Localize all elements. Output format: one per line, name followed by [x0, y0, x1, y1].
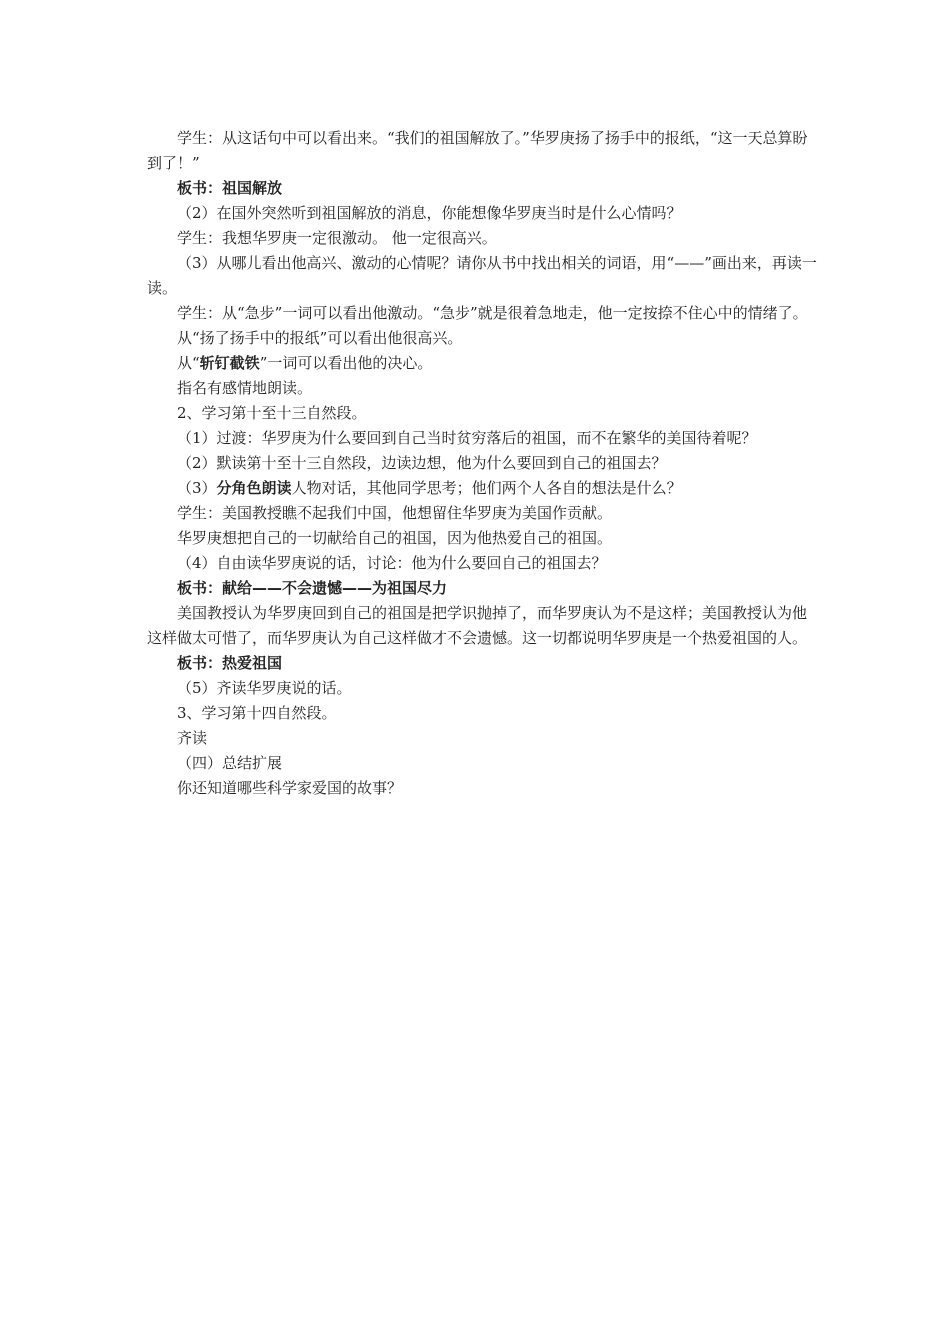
- text-run: （3）: [177, 479, 217, 497]
- text-run: （1）过渡：华罗庚为什么要回到自己当时贫穷落后的祖国，而不在繁华的美国待着呢？: [177, 429, 757, 447]
- paragraph: [147, 676, 817, 701]
- paragraph: [147, 601, 817, 651]
- paragraph: [147, 501, 817, 526]
- paragraph: [147, 376, 817, 401]
- paragraph: [147, 351, 817, 376]
- text-run: 学生：我想华罗庚一定很激动。 他一定很高兴。: [177, 229, 497, 247]
- paragraph: [147, 226, 817, 251]
- text-run: （3）从哪儿看出他高兴、激动的心情呢？请你从书中找出相关的词语，用“——”画出来，再读一读。: [147, 254, 817, 297]
- text-run: 你还知道哪些科学家爱国的故事？: [177, 779, 403, 797]
- text-run: 从“: [177, 354, 200, 372]
- bold-text: 板书：祖国解放: [177, 179, 283, 197]
- bold-text: 板书：献给——不会遗憾——为祖国尽力: [177, 579, 448, 597]
- paragraph: [147, 401, 817, 426]
- paragraph: [147, 451, 817, 476]
- text-run: 3、学习第十四自然段。: [177, 704, 337, 722]
- paragraph: [147, 551, 817, 576]
- text-run: （2）在国外突然听到祖国解放的消息，你能想像华罗庚当时是什么心情吗？: [177, 204, 682, 222]
- text-run: 学生：从“急步”一词可以看出他激动。“急步”就是很着急地走，他一定按捺不住心中的情绪了。: [177, 304, 808, 322]
- paragraph: [147, 776, 817, 801]
- paragraph: [147, 426, 817, 451]
- bold-text: 板书：热爱祖国: [177, 654, 283, 672]
- text-run: 指名有感情地朗读。: [177, 379, 313, 397]
- text-run: 人物对话，其他同学思考；他们两个人各自的想法是什么？: [291, 479, 682, 497]
- text-run: 齐读: [177, 729, 208, 747]
- paragraph: [147, 726, 817, 751]
- paragraph: [147, 251, 817, 301]
- text-run: 美国教授认为华罗庚回到自己的祖国是把学识抛掉了，而华罗庚认为不是这样；美国教授认为他这样做太可惜了，而华罗庚认为自己这样做才不会遗憾。这一切都说明华罗庚是一个热爱祖国的人。: [147, 604, 808, 647]
- text-run: （5）齐读华罗庚说的话。: [177, 679, 352, 697]
- paragraph: [147, 576, 817, 601]
- text-run: 学生：美国教授瞧不起我们中国，他想留住华罗庚为美国作贡献。: [177, 504, 613, 522]
- paragraph: [147, 651, 817, 676]
- paragraph: [147, 526, 817, 551]
- paragraph: [147, 201, 817, 226]
- text-run: 从“扬了扬手中的报纸”可以看出他很高兴。: [177, 329, 463, 347]
- paragraph: [147, 176, 817, 201]
- bold-text: 斩钉截铁: [199, 354, 260, 372]
- text-run: ”一词可以看出他的决心。: [259, 354, 433, 372]
- paragraph: [147, 751, 817, 776]
- paragraph: [147, 126, 817, 176]
- paragraph: [147, 701, 817, 726]
- document-body: [147, 126, 817, 801]
- text-run: （2）默读第十至十三自然段，边读边想，他为什么要回到自己的祖国去？: [177, 454, 667, 472]
- text-run: （4）自由读华罗庚说的话，讨论：他为什么要回自己的祖国去？: [177, 554, 607, 572]
- paragraph: [147, 476, 817, 501]
- paragraph: [147, 301, 817, 326]
- text-run: 2、学习第十至十三自然段。: [177, 404, 367, 422]
- text-run: 华罗庚想把自己的一切献给自己的祖国，因为他热爱自己的祖国。: [177, 529, 613, 547]
- bold-text: 分角色朗读: [216, 479, 292, 497]
- text-run: （四）总结扩展: [177, 754, 283, 772]
- paragraph: [147, 326, 817, 351]
- text-run: 学生：从这话句中可以看出来。“我们的祖国解放了。”华罗庚扬了扬手中的报纸，“这一天总算盼到了！”: [147, 129, 808, 172]
